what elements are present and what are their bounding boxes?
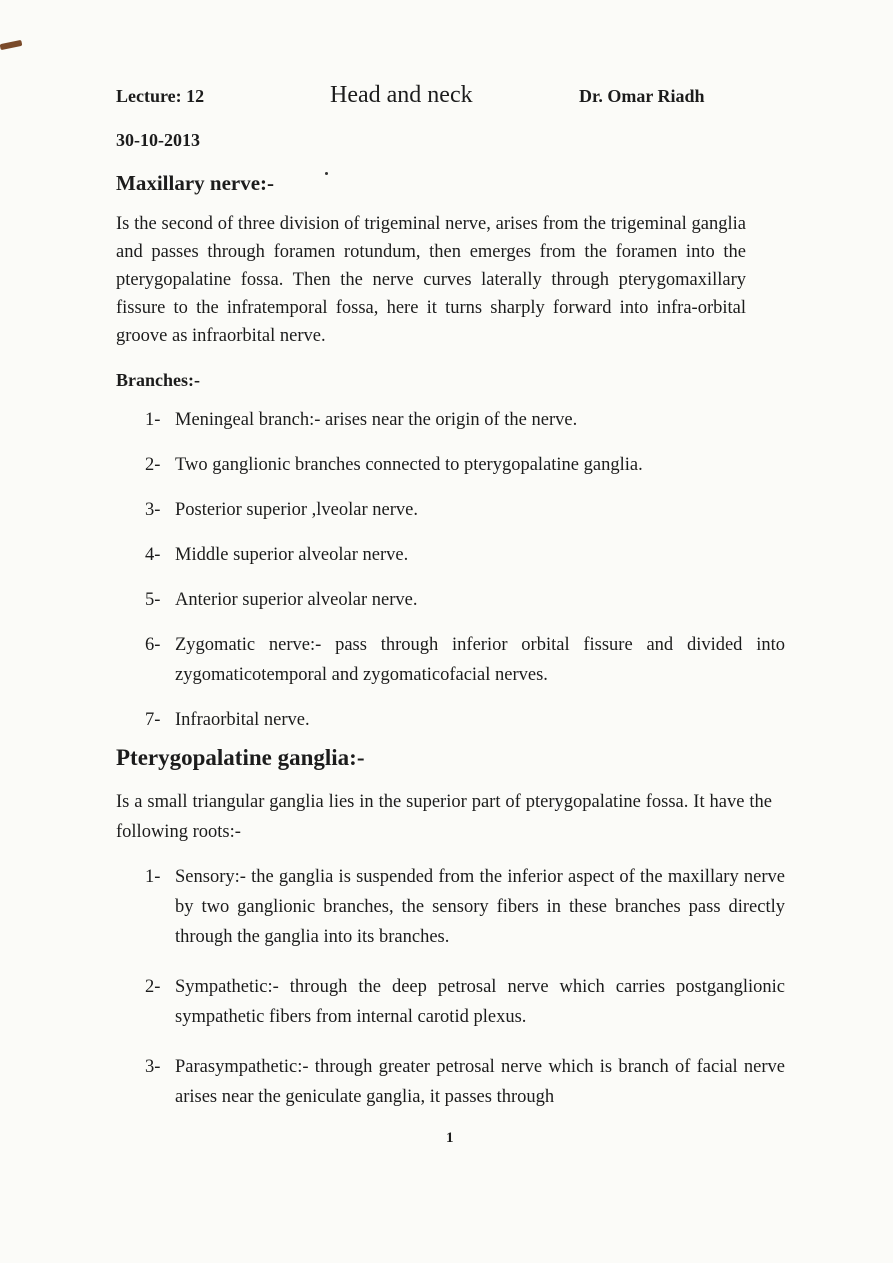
course-title: Head and neck bbox=[330, 82, 473, 108]
maxillary-paragraph: Is the second of three division of trigeminal nerve, arises from the trigeminal ganglia and passes through foramen rotundum, then emerges from the foramen into the pterygopalatine fossa. Then the nerve curves laterally through pterygomaxillary fissure to the infratemporal fossa, here it turns sharply forward into infra-orbital groove as infraorbital nerve. bbox=[116, 214, 746, 346]
pterygopalatine-paragraph: Is a small triangular ganglia lies in the superior part of pterygopalatine fossa. It have the following roots:- bbox=[116, 792, 772, 842]
corner-mark bbox=[0, 40, 22, 50]
list-item: 7- Infraorbital nerve. bbox=[145, 710, 310, 730]
list-item: 6- Zygomatic nerve:- pass through inferior orbital fissure and divided into zygomaticotemporal and zygomaticofacial nerves. bbox=[145, 635, 785, 685]
list-item: 4- Middle superior alveolar nerve. bbox=[145, 545, 409, 565]
lecturer-name: Dr. Omar Riadh bbox=[579, 86, 705, 106]
branches-heading: Branches:- bbox=[116, 370, 200, 390]
lecture-number: Lecture: 12 bbox=[116, 86, 205, 106]
list-item: 3- Parasympathetic:- through greater petrosal nerve which is branch of facial nerve arises near the geniculate ganglia, it passes through bbox=[145, 1057, 785, 1107]
list-item: 1- Sensory:- the ganglia is suspended from the inferior aspect of the maxillary nerve by two ganglionic branches, the sensory fibers in these branches pass directly through the ganglia into its branches. bbox=[145, 867, 785, 947]
list-item: 2- Sympathetic:- through the deep petrosal nerve which carries postganglionic sympathetic fibers from internal carotid plexus. bbox=[145, 977, 785, 1027]
lecture-date: 30-10-2013 bbox=[116, 130, 200, 150]
branches-list bbox=[145, 405, 785, 750]
list-item: 5- Anterior superior alveolar nerve. bbox=[145, 590, 418, 610]
page-number: 1 bbox=[446, 1130, 454, 1146]
pterygopalatine-heading: Pterygopalatine ganglia:- bbox=[116, 745, 365, 770]
list-item: 3- Posterior superior ,lveolar nerve. bbox=[145, 500, 418, 520]
roots-list bbox=[145, 862, 785, 1132]
list-item: 2- Two ganglionic branches connected to pterygopalatine ganglia. bbox=[145, 455, 643, 475]
page-header bbox=[116, 82, 736, 116]
list-item: 1- Meningeal branch:- arises near the origin of the nerve. bbox=[145, 410, 578, 430]
stray-dot bbox=[325, 172, 328, 175]
maxillary-heading: Maxillary nerve:- bbox=[116, 171, 275, 195]
